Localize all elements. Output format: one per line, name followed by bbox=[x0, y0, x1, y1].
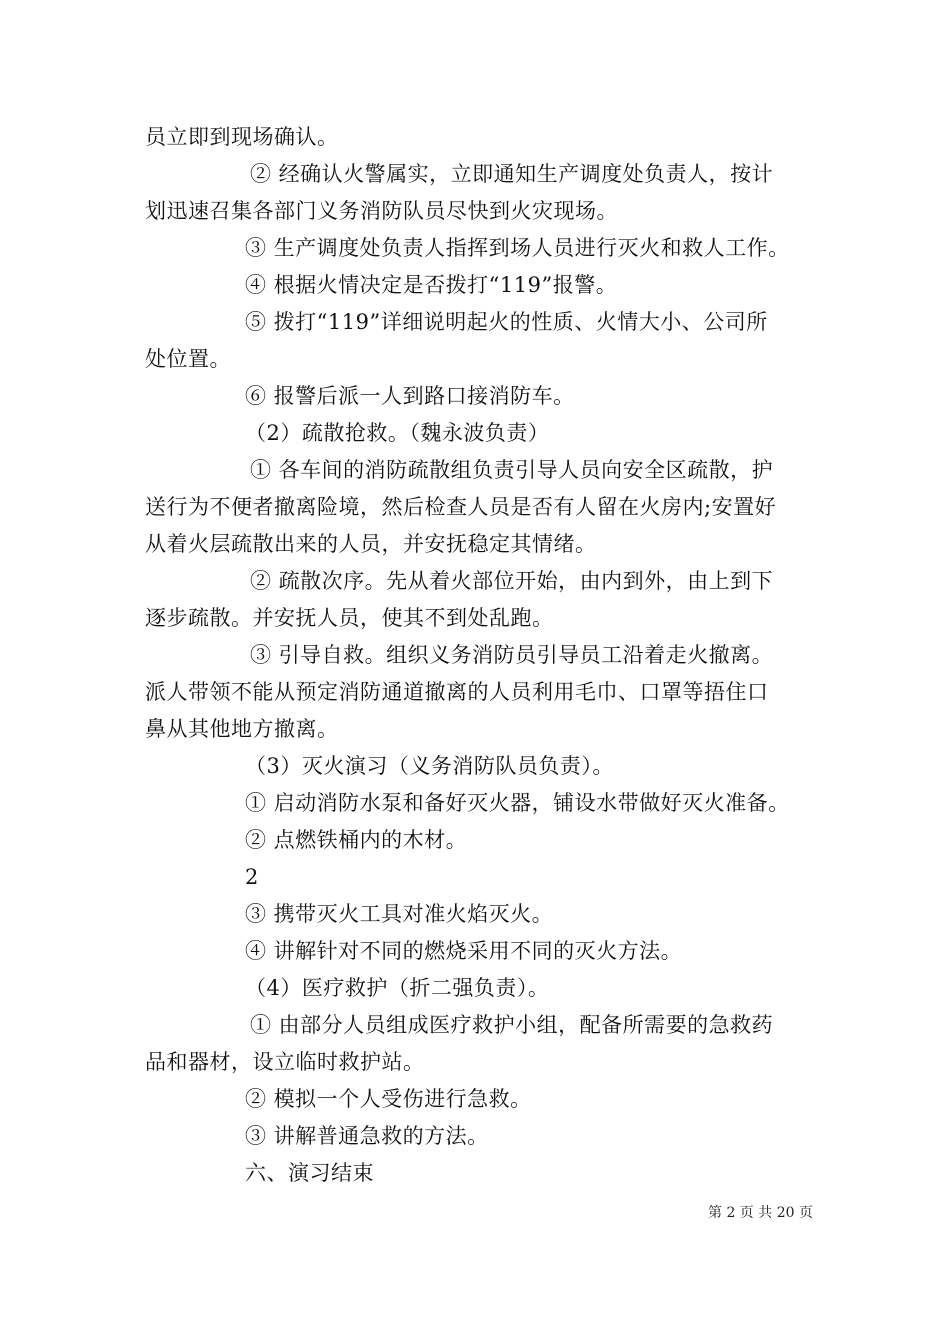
text-line: 从着火层疏散出来的人员，并安抚稳定其情绪。 bbox=[145, 532, 597, 556]
section-heading: （3）灭火演习（义务消防队员负责）。 bbox=[245, 754, 614, 778]
text-line: 鼻从其他地方撤离。 bbox=[145, 717, 339, 741]
page-number-footer: 第 2 页 共 20 页 bbox=[708, 1205, 813, 1221]
text-line: ④ 根据火情决定是否拨打“119”报警。 bbox=[245, 273, 618, 297]
text-line: ⑤ 拨打“119”详细说明起火的性质、火情大小、公司所 bbox=[245, 310, 768, 334]
section-heading: （2）疏散抢救。（魏永波负责） bbox=[245, 421, 550, 445]
text-line: ② 模拟一个人受伤进行急救。 bbox=[245, 1087, 532, 1111]
text-line: ③ 生产调度处负责人指挥到场人员进行灭火和救人工作。 bbox=[245, 236, 790, 260]
text-line: ③ 引导自救。组织义务消防员引导员工沿着走火撤离。 bbox=[250, 643, 774, 667]
text-line: 品和器材，设立临时救护站。 bbox=[145, 1050, 425, 1074]
text-line: ④ 讲解针对不同的燃烧采用不同的灭火方法。 bbox=[245, 939, 683, 963]
text-line: 员立即到现场确认。 bbox=[145, 125, 339, 149]
text-line: ③ 讲解普通急救的方法。 bbox=[245, 1124, 489, 1148]
text-line: ② 疏散次序。先从着火部位开始，由内到外，由上到下 bbox=[250, 569, 774, 593]
text-line: 2 bbox=[245, 865, 259, 889]
text-line: ⑥ 报警后派一人到路口接消防车。 bbox=[245, 384, 575, 408]
text-line: 划迅速召集各部门义务消防队员尽快到火灾现场。 bbox=[145, 199, 618, 223]
text-line: ① 各车间的消防疏散组负责引导人员向安全区疏散，护 bbox=[250, 458, 774, 482]
text-line: ② 点燃铁桶内的木材。 bbox=[245, 828, 468, 852]
text-line: 逐步疏散。并安抚人员，使其不到处乱跑。 bbox=[145, 606, 554, 630]
text-line: 处位置。 bbox=[145, 347, 231, 371]
text-line: 送行为不便者撤离险境，然后检查人员是否有人留在火房内;安置好 bbox=[145, 495, 777, 519]
text-line: ② 经确认火警属实，立即通知生产调度处负责人，按计 bbox=[250, 162, 774, 186]
section-heading: 六、演习结束 bbox=[245, 1161, 374, 1185]
section-heading: （4）医疗救护（折二强负责）。 bbox=[245, 976, 550, 1000]
text-line: ① 由部分人员组成医疗救护小组，配备所需要的急救药 bbox=[250, 1013, 774, 1037]
text-line: ③ 携带灭火工具对准火焰灭火。 bbox=[245, 902, 554, 926]
text-line: 派人带领不能从预定消防通道撤离的人员利用毛巾、口罩等捂住口 bbox=[145, 680, 769, 704]
text-line: ① 启动消防水泵和备好灭火器，铺设水带做好灭火准备。 bbox=[245, 791, 790, 815]
